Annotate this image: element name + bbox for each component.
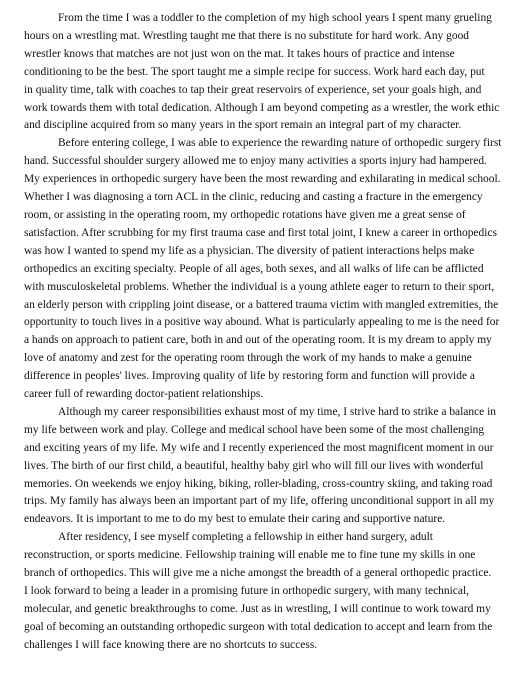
document-page bbox=[24, 10, 512, 655]
paragraph-orthopedics: Before entering college, I was able to experience the rewarding nature of orthopedic surgery first hand. Successful shoulder surgery allowed me to enjoy many activities a sports injury had hampered. My experiences in orthopedic surgery have been the most rewarding and exhilarating in medical school. Whether I was diagnosing a torn ACL in the clinic, reducing and casting a fracture in the emergency room, or assisting in the operating room, my orthopedic rotations have given me a great sense of satisfaction. After scrubbing for my first trauma case and first total joint, I knew a career in orthopedics was how I wanted to spend my life as a physician. The diversity of patient interactions helps make orthopedics an exciting specialty. People of all ages, both sexes, and all walks of life can be afflicted with musculoskeletal problems. Whether the individual is a young athlete eager to return to their sport, an elderly person with crippling joint disease, or a battered trauma victim with mangled extremities, the opportunity to touch lives in a positive way abound. What is particularly appealing to me is the need for a hands on approach to patient care, both in and out of the operating room. It is my dream to apply my love of anatomy and zest for the operating room through the work of my hands to make a genuine difference in peoples' lives. Improving quality of life by restoring form and function will provide a career full of rewarding doctor-patient relationships. bbox=[24, 137, 502, 401]
paragraph-fellowship: After residency, I see myself completing a fellowship in either hand surgery, adult reconstruction, or sports medicine. Fellowship training will enable me to fine tune my skills in one branch of orthopedics. This will give me a niche amongst the breadth of a general orthopedic practice. I look forward to being a leader in a promising future in orthopedic surgery, with many technical, molecular, and genetic breakthroughs to come. Just as in wrestling, I will continue to work toward my goal of becoming an outstanding orthopedic surgeon with total dedication to accept and learn from the challenges I will face knowing there are no shortcuts to success. bbox=[24, 531, 493, 651]
paragraph-balance: Although my career responsibilities exhaust most of my time, I strive hard to strike a balance in my life between work and play. College and medical school have been some of the most challenging and exciting years of my life. My wife and I recently experienced the most magnificent moment in our lives. The birth of our first child, a beautiful, healthy baby girl who will fill our lives with wonderful memories. On weekends we enjoy hiking, biking, roller-blading, cross-country skiing, and taking road trips. My family has always been an important part of my life, offering unconditional support in all my endeavors. It is important to me to do my best to emulate their caring and supportive nature. bbox=[24, 405, 497, 526]
paragraph-wrestling: From the time I was a toddler to the completion of my high school years I spent many grueling hours on a wrestling mat. Wrestling taught me that there is no substitute for hard work. Any good wrestler knows that matches are not just won on the mat. It takes hours of practice and intense conditioning to be the best. The sport taught me a simple recipe for success. Work hard each day, put in quality time, talk with coaches to tap their great reservoirs of experience, set your goals high, and work towards them with total dedication. Although I am beyond competing as a wrestler, the work ethic and discipline acquired from so many years in the sport remain an integral part of my character. bbox=[24, 12, 500, 132]
